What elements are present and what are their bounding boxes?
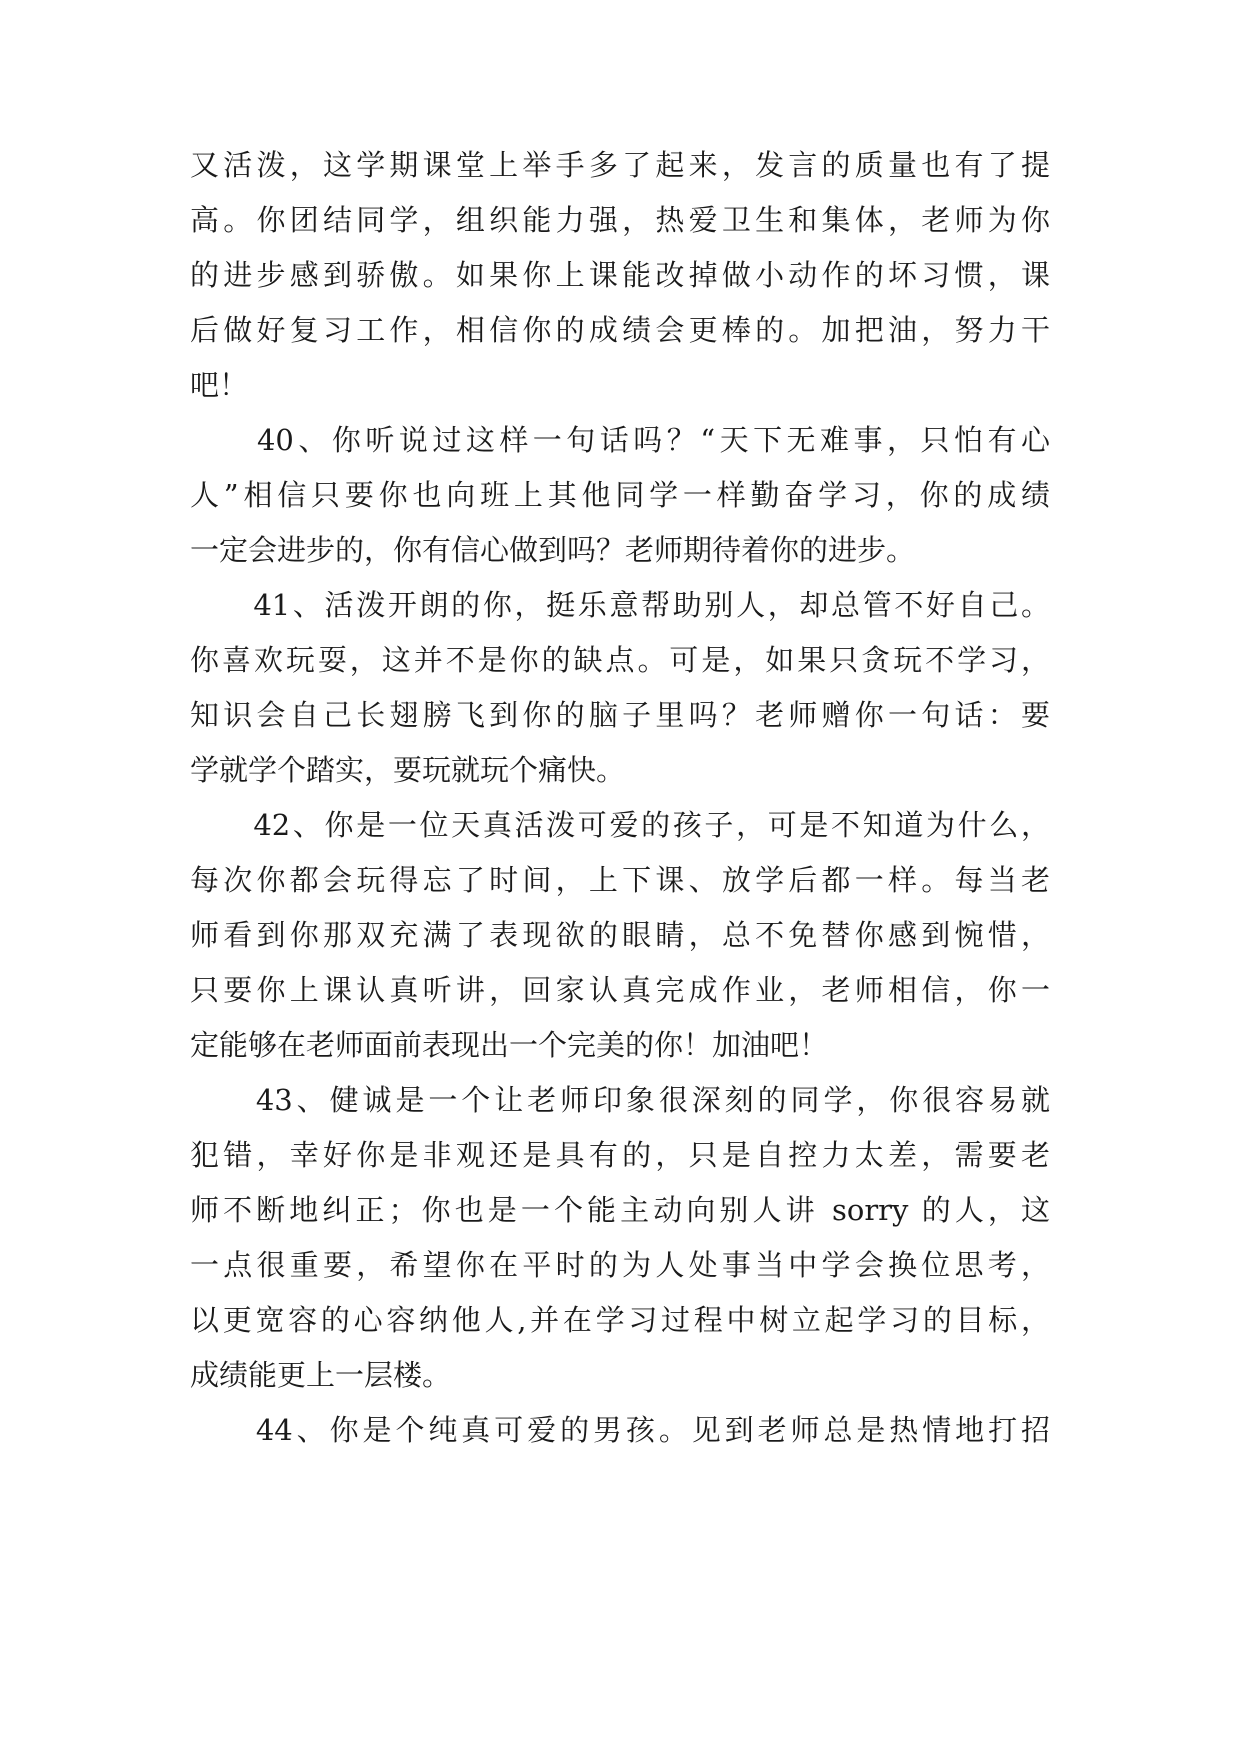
paragraph-start-line: 42、你是一位天真活泼可爱的孩子，可是不知道为什么，: [190, 808, 1050, 842]
text-line: 学就学个踏实，要玩就玩个痛快。: [190, 753, 626, 787]
text-line: 后做好复习工作，相信你的成绩会更棒的。加把油，努力干: [190, 313, 1050, 347]
paragraph-start-line: 41、活泼开朗的你，挺乐意帮助别人，却总管不好自己。: [190, 588, 1050, 622]
text-line: 一点很重要，希望你在平时的为人处事当中学会换位思考，: [190, 1248, 1050, 1282]
text-line: 只要你上课认真听讲，回家认真完成作业，老师相信，你一: [190, 973, 1050, 1007]
text-line: 高。你团结同学，组织能力强，热爱卫生和集体，老师为你: [190, 203, 1050, 237]
text-line: 以更宽容的心容纳他人,并在学习过程中树立起学习的目标，: [190, 1303, 1050, 1337]
text-line: 犯错，幸好你是非观还是具有的，只是自控力太差，需要老: [190, 1138, 1050, 1172]
text-line: 又活泼，这学期课堂上举手多了起来，发言的质量也有了提: [190, 148, 1050, 182]
paragraph-start-line: 43、健诚是一个让老师印象很深刻的同学，你很容易就: [190, 1083, 1050, 1117]
text-line: 知识会自己长翅膀飞到你的脑子里吗？老师赠你一句话：要: [190, 698, 1050, 732]
text-line: 成绩能更上一层楼。: [190, 1358, 452, 1392]
paragraph-start-line: 44、你是个纯真可爱的男孩。见到老师总是热情地打招: [190, 1413, 1050, 1447]
text-line: 师看到你那双充满了表现欲的眼睛，总不免替你感到惋惜，: [190, 918, 1050, 952]
text-line: 吧！: [190, 368, 249, 402]
paragraph-start-line: 40、你听说过这样一句话吗？“天下无难事，只怕有心: [190, 423, 1050, 457]
text-line: 一定会进步的，你有信心做到吗？老师期待着你的进步。: [190, 533, 916, 567]
text-line: 人”相信只要你也向班上其他同学一样勤奋学习，你的成绩: [190, 478, 1050, 512]
text-line: 你喜欢玩耍，这并不是你的缺点。可是，如果只贪玩不学习，: [190, 643, 1050, 677]
text-line: 的进步感到骄傲。如果你上课能改掉做小动作的坏习惯，课: [190, 258, 1050, 292]
text-line: 师不断地纠正；你也是一个能主动向别人讲 sorry 的人，这: [190, 1193, 1050, 1227]
text-line: 每次你都会玩得忘了时间，上下课、放学后都一样。每当老: [190, 863, 1050, 897]
text-line: 定能够在老师面前表现出一个完美的你！加油吧！: [190, 1028, 829, 1062]
